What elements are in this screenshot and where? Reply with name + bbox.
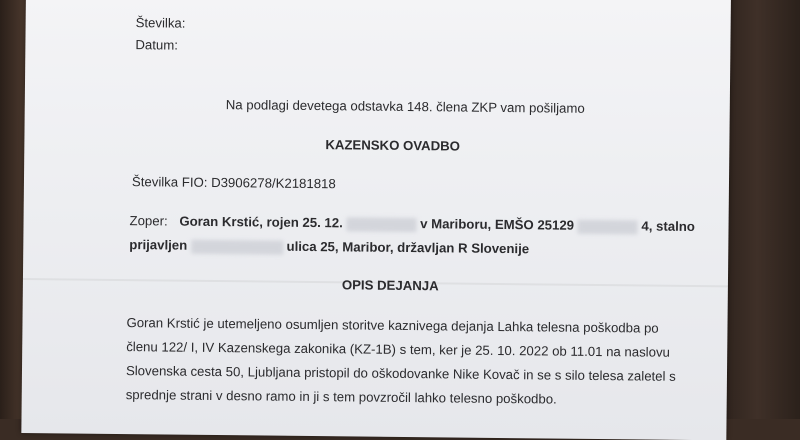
zoper-line-2 [129,237,529,257]
field-datum: Datum: [135,37,179,53]
zoper-line-1 [129,213,694,234]
zoper-address-citizenship: ulica 25, Maribor, državljan R Slovenije [286,238,530,257]
field-stevilka: Številka: [135,15,186,31]
redaction-emso [578,219,638,234]
document-title: KAZENSKO OVADBO [325,137,461,154]
zoper-label: Zoper: [129,213,168,229]
body-line-1: Goran Krstić je utemeljeno osumljen storitve kaznivega dejanja Lahka telesna poškodba po [126,315,659,336]
body-line-2: členu 122/ I, IV Kazenskega zakonika (KZ-1B) s tem, ker je 25. 10. 2022 ob 11.01 na naslovu [126,339,671,360]
zoper-place-emso: v Mariboru, EMŠO 25129 [420,216,575,233]
document-paper [21,0,731,440]
body-line-4: sprednje strani v desno ramo in ji s tem povzročil lahko telesno poškodbo. [125,387,557,407]
redaction-address [191,239,283,254]
document-content [21,0,731,440]
fio-number: Številka FIO: D3906278/K2181818 [131,174,336,192]
intro-text: Na podlagi devetega odstavka 148. člena ZKP vam pošiljamo [225,97,585,116]
table-surface-right [722,0,800,419]
body-line-3: Slovenska cesta 50, Ljubljana pristopil do oškodovanke Nike Kovač in se s silo telesa zaletel s [125,363,676,384]
section-title: OPIS DEJANJA [341,277,439,294]
zoper-prijavljen: prijavljen [129,237,188,253]
redaction-birth-year [346,217,416,232]
zoper-stalno: 4, stalno [641,218,695,235]
zoper-name-birth: Goran Krstić, rojen 25. 12. [179,213,343,231]
